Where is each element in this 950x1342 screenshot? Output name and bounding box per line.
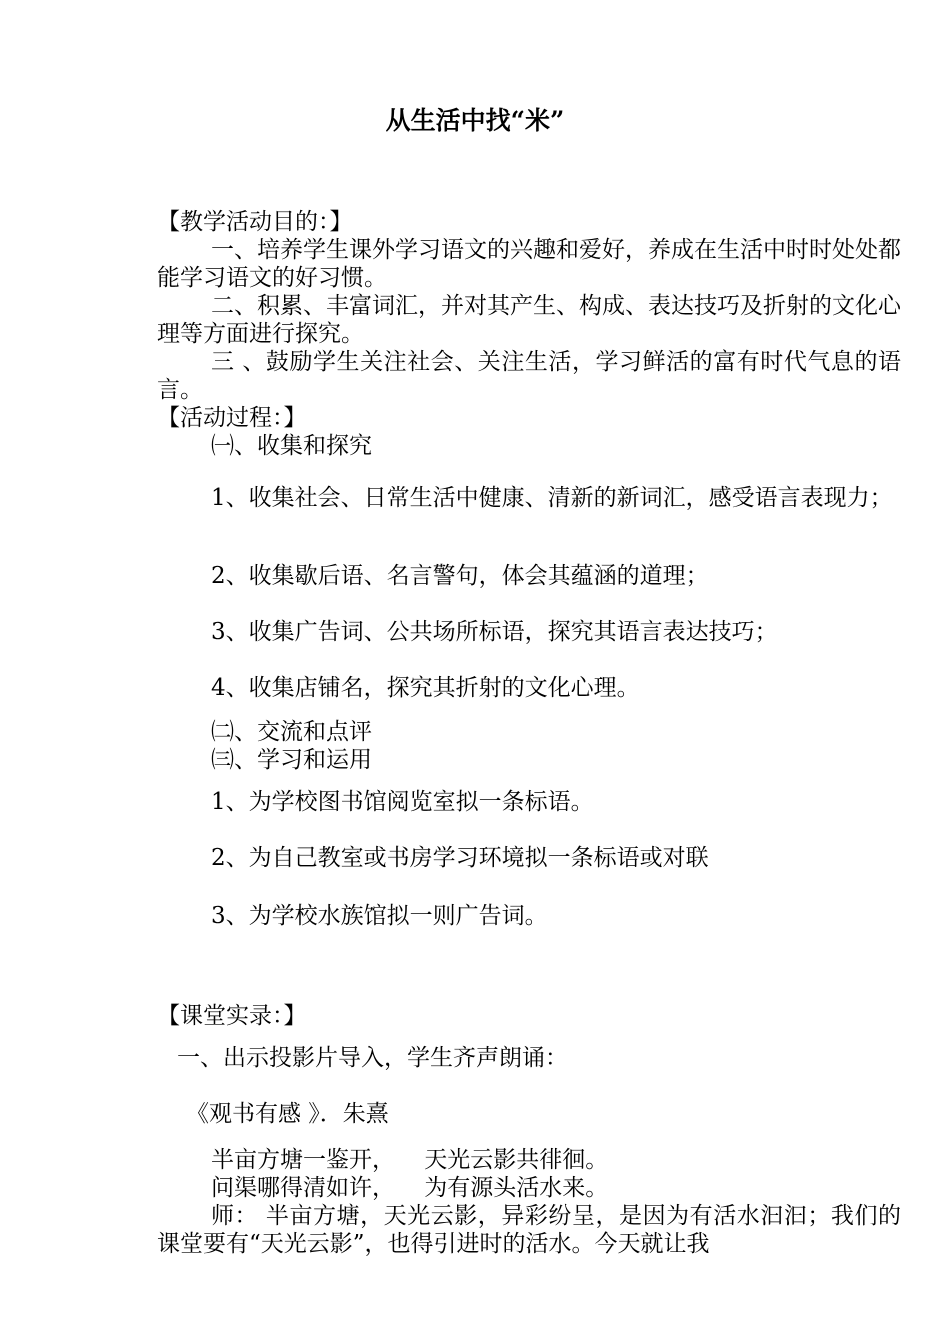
step-3-title: ㈢、学习和运用: [211, 747, 372, 773]
goal-item-3: 三 、鼓励学生关注社会、关注生活，学习鲜活的富有时代气息的语言。: [157, 349, 901, 403]
step-1-title: ㈠、收集和探究: [211, 433, 372, 459]
record-header: 【课堂实录：】: [157, 1003, 307, 1029]
step-1-item-3: 3、收集广告词、公共场所标语，探究其语言表达技巧；: [211, 619, 778, 645]
record-item-1: 一、出示投影片导入，学生齐声朗诵：: [177, 1045, 568, 1071]
poem-line-2: 问渠哪得清如许， 为有源头活水来。: [211, 1175, 609, 1201]
goal-item-1: 一、培养学生课外学习语文的兴趣和爱好，养成在生活中时时处处都能学习语文的好习惯。: [157, 237, 901, 291]
goal-item-2: 二、积累、丰富词汇，并对其产生、构成、表达技巧及折射的文化心理等方面进行探究。: [157, 293, 901, 347]
step-1-item-2: 2、收集歇后语、名言警句，体会其蕴涵的道理；: [211, 563, 709, 589]
step-2-title: ㈡、交流和点评: [211, 719, 372, 745]
step-1-item-1: 1、收集社会、日常生活中健康、清新的新词汇，感受语言表现力；: [211, 485, 893, 511]
poem-line-1: 半亩方塘一鉴开， 天光云影共徘徊。: [211, 1147, 609, 1173]
step-3-item-1: 1、为学校图书馆阅览室拟一条标语。: [211, 789, 594, 815]
goal-header: 【教学活动目的：】: [157, 209, 353, 235]
step-3-item-2: 2、为自己教室或书房学习环境拟一条标语或对联: [211, 845, 709, 871]
step-3-item-3: 3、为学校水族馆拟一则广告词。: [211, 903, 548, 929]
step-1-item-4: 4、收集店铺名，探究其折射的文化心理。: [211, 675, 640, 701]
document-title: 从生活中找“米”: [385, 106, 565, 135]
process-header: 【活动过程：】: [157, 405, 307, 431]
poem-title: 《观书有感 》．朱熹: [186, 1101, 389, 1127]
teacher-remark: 师： 半亩方塘，天光云影，异彩纷呈，是因为有活水汩汩；我们的课堂要有“天光云影”，也得引进时的活水。今天就让我: [157, 1203, 901, 1257]
